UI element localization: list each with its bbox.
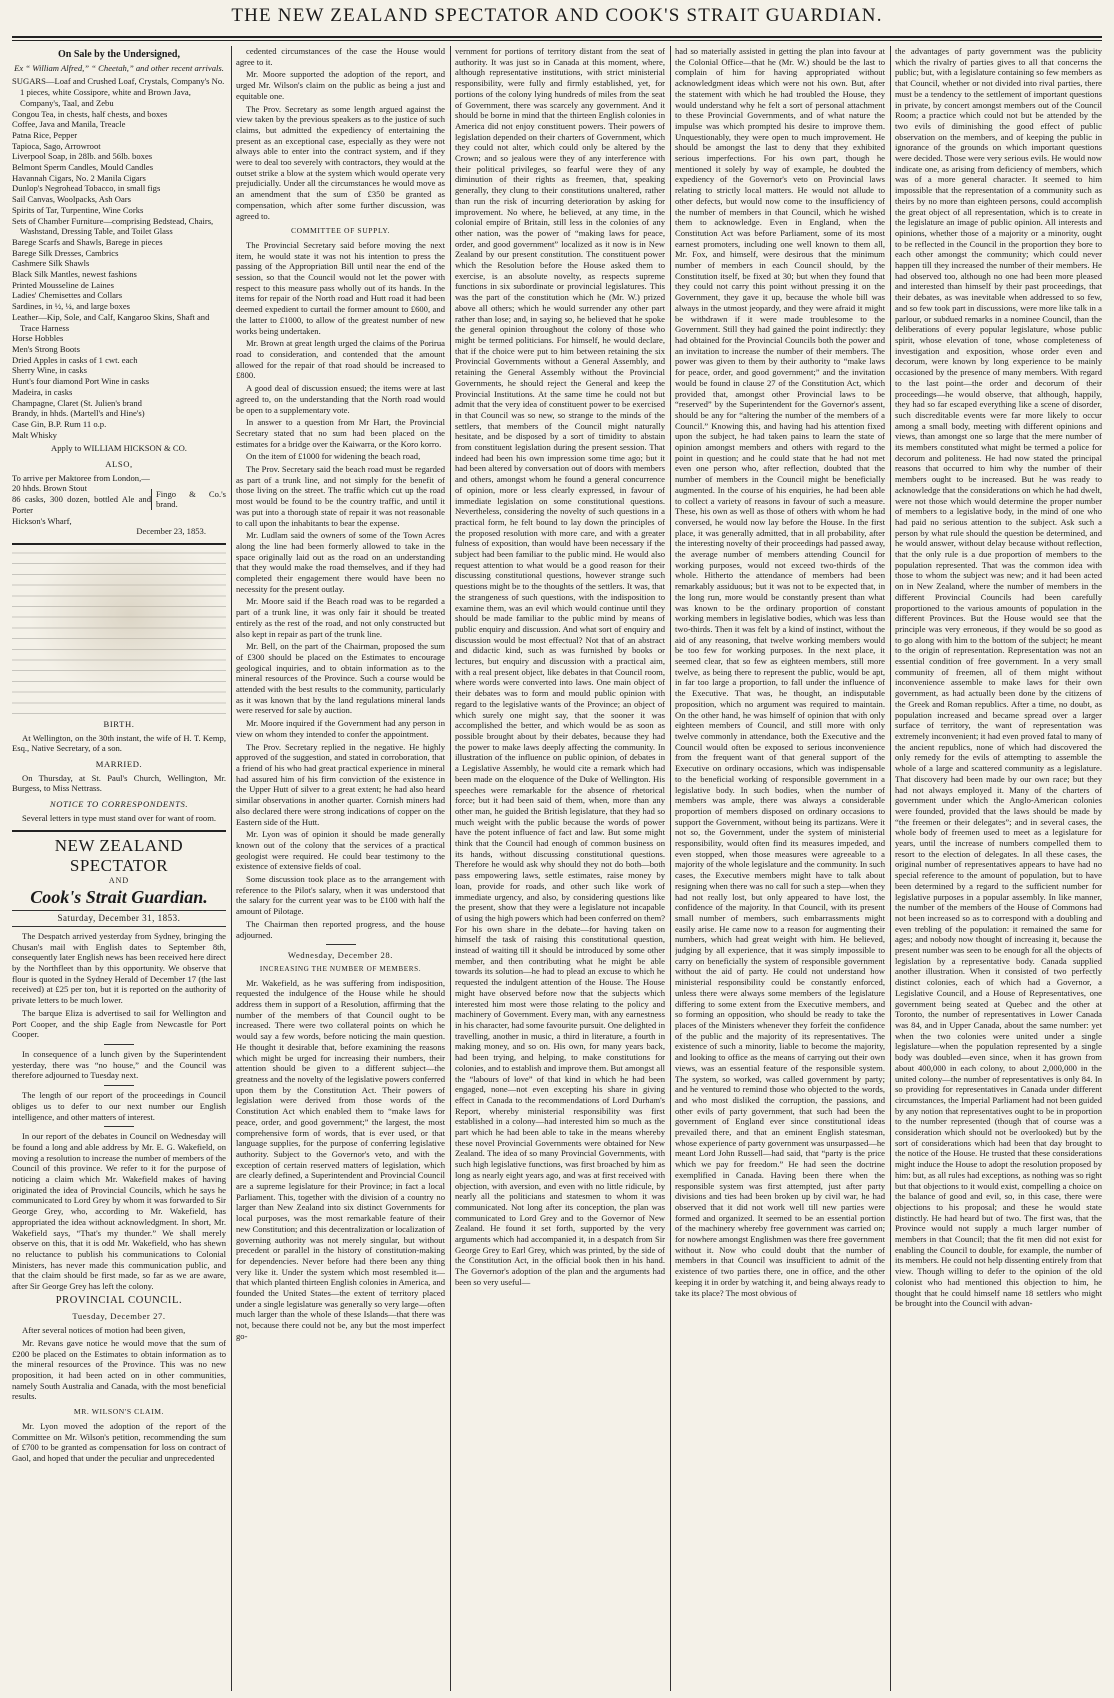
column-4: [675, 46, 885, 1691]
column-3: [455, 46, 665, 1691]
column-5: [895, 46, 1102, 1691]
council-paragraph: Mr. Moore said if the Beach road was to be regarded a part of a trunk line, it was only fair it should be treated entirely as the rest of the road, and not only constructed but also kept in repair as part of the trunk line.: [236, 596, 445, 639]
advertisement-item: Black Silk Mantles, newest fashions: [12, 269, 137, 280]
advertisement-item: Spirits of Tar, Turpentine, Wine Corks: [12, 204, 144, 215]
advertisement-item: Barege Scarfs and Shawls, Barege in pieces: [12, 236, 163, 247]
stained-print-area: [12, 549, 226, 714]
council-paragraph: The Prov. Secretary replied in the negative. He highly approved of the suggestion, and stated in corroboration, that a friend of his who had great practical experience in mineral had assured him of his firm conviction of the existence in the Upper Hutt of silver to a great extent; he had also heard similar observations in another quarter. Cornish miners had also declared there were strong indications of copper on the Eastern side of the Hutt.: [236, 741, 445, 827]
advertisement-item: Dried Apples in casks of 1 cwt. each: [12, 354, 138, 365]
wilson-heading: MR. WILSON'S CLAIM.: [73, 1407, 165, 1417]
advertisement-item: Tapioca, Sago, Arrowroot: [12, 140, 101, 151]
advertisement-item: Malt Whisky: [12, 429, 57, 440]
advertisement-item: Sail Canvas, Woolpacks, Ash Oars: [12, 194, 131, 205]
council-paragraph: A good deal of discussion ensued; the items were at last agreed to, on the understanding that the North road would be open to a supplementary vote.: [236, 383, 445, 415]
editorial-paragraph: In our report of the debates in Council on Wednesday will be found a long and able address by Mr. E. G. Wakefield, on moving a resolution to increase the number of members of the Council of this province. We refer to it for the purpose of noticing a claim which Mr. Wakefield makes of having originated the idea of Provincial Councils, which he says he communicated to Lord Grey by whom it was forwarded to Sir George Grey, who, according to Mr. Wakefield, has appropriated the idea without acknowledgment. In short, Mr. Wakefield says, “That's my thunder.” We shall merely observe on this, that it is odd Mr. Wakefield, who has shewn no reluctance to publish his communications to Colonial Ministers, has never made this communication public, and that the claim should be first made, so far as we are aware, after Sir George Grey has left the colony.: [12, 1131, 226, 1292]
council-paragraph: vernment for portions of territory distant from the seat of authority. It was just so in Canada at this moment, where, although representative institutions, with strict ministerial responsibility, were fully and firmly established, yet, for portions of the colony lying hundreds of miles from the seat of Government, there was scarcely any government. And it should be borne in mind that the thirteen English colonies in America did not enjoy constituent powers. Their powers of legislation depended on their charters of Government, which they could not alter, which could only be altered by the Crown; and so jealous were they of any interference with their political privileges, so fearful were they of any diminution of their rights as freemen, that, speaking generally, they clung to their constitutions unaltered, rather than run the risk of incurring deterioration by asking for improvement. No where, he believed, at any time, in the colonial empire of Britain, still less in the colonies of any other nation, was the power of “making laws for peace, order, and good government” localized as it now is in New Zealand by our present constitution. The constituent power which the Resolution before the House asked them to exercise, is an absolute novelty, as respects supreme functions in six subordinate or provincial legislatures. This was the part of the constitution which he (Mr. W.) prized above all others; which he would surrender any other part rather than lose; and, in saying so, he believed that he spoke the general opinion throughout the colony of those who might be termed politicians. For himself, he would declare, that if the choice were put to him between retaining the six Provincial Governments without a General Assembly, and retaining the General Assembly without the Provincial Governments, he should reject the General and keep the Provincial Institutions. At the same time he could not but admit that the very idea of constituent power to be exercised in that Council was so new, so strange to the minds of the settlers, that members of the Council might naturally hesitate, and be disposed by a sort of timidity to abstain from constituent legislation during the present session. That indeed had been his own impression some time ago; but it had been altered by conversation out of doors with members and others, amongst whom he found a general concurrence of opinion, more or less clearly expressed, in favour of immediate legislation on some constitutional questions. Nevertheless, considering the novelty of such questions in a practical form, he felt bound to lay down the principles of the proposed resolution with more care, and with a greater fulness of exposition, than would have been necessary if the subject had been familiar to the public mind. He would also request attention to what would be a good reason for their discussing constitutional questions, however strange such questions might be to the thoughts of the settlers. It was, that the strangeness of such questions, with the indisposition to examine them, was an evil which would continue until they should be made familiar to the public mind by means of public enquiry and discussion. And what sort of enquiry and discussion would be most effectual? Not that of an abstract and didactic kind, such as was furnished by books or lectures, but enquiry and discussion with a practical aim, with a real present object, like debates in that Council room, where words were converted into laws. One main object of their debates was to form and mould public opinion with regard to the legislative wants of the Province; an object of which surely one might say, that the sooner it was accomplished the better, and which would be as soon as possible brought about by their debates, because they had the power to make laws deeply affecting the community. In illustration of the influence on public opinion, of debates in a Legislative Assembly, he would cite a remark which had been made on the eloquence of the Duke of Wellington. His speeches were remarkable for the absence of rhetorical force; but it had been said of them, when, more than any other man, he guided the British legislature, that they had so much weight with the public because the words of power have the potent influence of fact and law. But some might think that the Council had enough of common business on its hands, without discussing constitutional questions. Therefore he would ask why should they not do both—both pass empowering laws, settle estimates, raise money by loan, provide for roads, and other such like work of immediate urgency, and also, by considering questions like the present, show that they were a legislature not incapable of using the high powers which had been conferred on them? For his own share in the debate—for having taken on himself the task of raising this constitutional question, instead of waiting till it should be introduced by some other member, and then contributing what he might be able towards its solution—he had to plead an excuse to which he requested the indulgent attention of the House. The House might have observed before now that the subjects which interested him most were those relating to the policy and machinery of Government. Every man, with any earnestness in his character, had some favourite pursuit. One delighted in travelling, another in music, a third in literature, a fourth in making money, and so on. His own, for many years back, had been trying, and helping, to make constitutions for colonies, and to establish and improve them. But amongst all the “labours of love” of that kind in which he had been engaged, none—not even excepting his share in giving effect in Canada to the recommendations of Lord Durham's Report, whereby ministerial responsibility was first established in a colony—had interested him so much as the part which he had been able to take in the means whereby these novel Provincial Governments were obtained for New Zealand. The idea of so many Provincial Governments, with such high legislative functions, was first broached by him as long as nearly eight years ago, and was at first received with objection, with aversion, and even with no little ridicule, by nearly all the politicians and statesmen to whom it was communicated. Not long after its conception, the plan was communicated to Lord Grey and to the Governor of New Zealand. He found it set forth, supported by the very arguments which had accompanied it, in a despatch from Sir George Grey to Earl Grey, which was printed, by the side of the Constitution Act, in the official book then in his hand. The Governor's adoption of the plan and the arguments had been so very useful—: [455, 46, 665, 1287]
advertisement-item: Belmont Sperm Candles, Mould Candles: [12, 162, 154, 173]
date-rule: [12, 926, 226, 927]
advertisement-item: Dunlop's Negrohead Tobacco, in small figs: [12, 183, 161, 194]
column-separator: [670, 46, 671, 1691]
advertisement-item: Brandy, in hhds. (Martell's and Hine's): [12, 408, 145, 419]
advertisement-apply: Apply to WILLIAM HICKSON & CO.: [51, 443, 187, 454]
column-separator: [890, 46, 891, 1691]
column-1: [12, 46, 226, 1691]
council-paragraph: In answer to a question from Mr Hart, the Provincial Secretary stated that no sum had been placed on the estimates for a bridge over the Kaiwarra, or the Koro korro.: [236, 417, 445, 449]
council-paragraph: The Prov. Secretary said the beach road must be regarded as part of a trunk line, and not simply for the benefit of those living on the street. The traffic which cut up the road most would be found to be the country traffic, and until it was put into a thorough state of repair it was not reasonable to call upon the inhabitants to bear the expense.: [236, 464, 445, 528]
council-paragraph: Mr. Revans gave notice he would move that the sum of £200 be placed on the Estimates to obtain information as to the mineral resources of the Province. This was no new proposition, it had been acted on in other communities, namely South Australia and Canada, with the most beneficial results.: [12, 1337, 226, 1402]
advertisement-brand: Fingo & Co.'s brand.: [151, 489, 226, 510]
advertisement-item: Men's Strong Boots: [12, 343, 80, 354]
council-paragraph: Mr. Moore supported the adoption of the report, and urged Mr. Wilson's claim on the public as being a just and equitable one.: [236, 69, 445, 101]
council-paragraph: On the item of £1000 for widening the beach road,: [246, 451, 421, 462]
wednesday-date: Wednesday, December 28.: [287, 950, 394, 961]
advertisement-item: Case Gin, B.P. Rum 11 o.p.: [12, 418, 107, 429]
page-masthead: THE NEW ZEALAND SPECTATOR AND COOK'S STRAIT GUARDIAN.: [231, 5, 883, 26]
notice-heading: NOTICE TO CORRESPONDENTS.: [49, 799, 189, 810]
advertisement-item: Madeira, in casks: [12, 386, 73, 397]
paragraph-rule: [104, 1126, 134, 1127]
council-paragraph: Mr. Ludlam said the owners of some of the Town Acres along the line had been formerly allowed to take in the space originally laid out as the road on an understanding that they would make the road themselves, and if they had completed their engagement there would have been no necessity for the present outlay.: [236, 530, 445, 594]
council-paragraph: cedented circumstances of the case the House would agree to it.: [236, 46, 445, 67]
paper-name: NEW ZEALAND SPECTATOR: [54, 835, 184, 875]
advertisement-arrive-item: 20 hhds. Brown Stout: [12, 483, 87, 494]
council-paragraph: Mr. Bell, on the part of the Chairman, proposed the sum of £300 should be placed on the Estimates to encourage geological inquiries, and to obtain information as to the mineral resources of the Province. Such a course would be attended with the best results to the community, particularly as it was known that by the land regulations mineral lands were reserved for sale by auction.: [236, 641, 445, 716]
advertisement-item: Coffee, Java and Manila, Treacle: [12, 119, 126, 130]
birth-notice: At Wellington, on the 30th instant, the wife of H. T. Kemp, Esq., Native Secretary, of a son.: [12, 732, 226, 754]
advertisement-arrive-item: 86 casks, 300 dozen, bottled Ale and Porter: [12, 494, 151, 515]
advertisement-item: Havannah Cigars, No. 2 Manila Cigars: [12, 172, 146, 183]
council-paragraph: the advantages of party government was the publicity which the rivalry of parties gives to all that concerns the public; but, with a legislature containing so few members as that Council, whether or not divided into rival parties, there must be a tendency to the settlement of important questions in private, by concert amongst members out of the Council Room; a practice which could not but be attended by the two evils of diminishing the good effect of public observation on the members, and of keeping the public in ignorance of the grounds on which important questions were decided. Those were very serious evils. He would now indicate one, as arising from deficiency of members, which was of a more general character. It seemed to him impossible that the representation of a community such as theirs by no more than eighteen persons, could accomplish the great object of all representation, which is to create in the legislature an image of public opinion. All interests and opinions, whether those of a majority or a minority, ought to be reflected in the Council in the proportion they bore to each other amongst the community; which could never happen till they increased the number of their members. He had observed too, although no one had been more pleased and interested than himself by their past proceedings, that their debates, as was inevitable when addressed to so few, and so few took part in discussions, were more like talk in a parlour, or subdued remarks in a nominee Council, than the deliberations of every popular legislature, whose public spirit, whose elevation of tone, whose completeness of investigation and exposition, whose order even and decorum, were known by long experience to be mainly occasioned by the presence of many members. With regard to the last point—the order and decorum of their proceedings—he would observe, that although, happily, they had so far escaped everything like a scene of disorder, such discreditable events were far more likely to occur among a small body, meeting with different opinions and views, than amongst one so large that the mere number of its members constituted what might be termed a police for decorum and politeness. He had now stated the principal reasons that occurred to him why the number of their members ought to be increased. But he was ready to acknowledge that the considerations on which he had dwelt, were not those which would determine the proper number of members to a legislative body, in the mind of one who had paid no serious attention to the subject. Ask such a person by what rule should the question be determined, and he would answer, without delay because without reflection, that the only rule is a due proportion of members to the population represented. That was the common idea with those to whom the subject was new; and it had been acted on in New Zealand, where the number of members in the different Provincial Councils had been carefully proportioned to the various amounts of population in the different Provinces. But the House would see that the principle was very erroneous, if they would be so good as to go along with him to the bottom of the subject; he meant to the origin of representation. Representation was not an essential condition of free government. In a very small community of freemen, all of them might without inconvenience assemble to make laws for their own government, as had actually been done by the citizens of the Greek and Roman republics. After a time, no doubt, as population increased and became spread over a larger surface of territory, the want of representation was extremely inconvenient; it had even proved fatal to many of the ancient republics, none of which had discovered the only remedy for the evils of attempting to assemble the whole of a large and scattered community as a legislature. That discovery had been made by our own race; but they had not always employed it. Many of the charters of government under which the Anglo-American colonies were founded, provided that the laws should be made by “the freemen or their delegates”; and in several cases, the whole body of freemen used to meet as a legislature for years, until the increase of numbers compelled them to resort to the election of delegates. In all these cases, the original number of representatives appears to have had no special reference to the amount of population, but to have been determined by a regard to the sufficient number for legislative purposes in a popular assembly. In like manner, the number of the members of the House of Commons had not been increased so as to correspond with a doubling and even trebling of the population: it remained the same for ages; and nobody now thought of increasing it, because the present number was seen to be enough for all the objects of legislation by a representative body. Canada supplied another illustration. When it consisted of two perfectly distinct colonies, each of which had a Governor, a Legislative Council, and a House of Representatives, one government being seated at Quebec and the other at Toronto, the number of representatives in Lower Canada was 84, and in Upper Canada, about the same number: yet when the two colonies were united under a single legislature—when the population represented by a single body was doubled—even since, when it has grown from about 400,000 in each colony, to about 2,000,000 in the united colony—the number of representatives is only 84. In so providing for representatives in Canada under different circumstances, the Imperial Parliament had not been guided by any notion that representatives ought to be in proportion to the number represented (though that of course was a consideration which should not be overlooked) but by the sort of considerations which had been that day brought to the notice of the House. He trusted that these considerations might induce the House to adopt the resolution proposed by him: but, as all rules had exceptions, as nothing was so right but that objections to it would exist, compelling a choice on the balance of good and evil, so, in this case, there were objections to his proposal; and these he would state distinctly. He had heard but of two. The first was, that the Province would not supply a much larger number of members in that Council; that the fit men did not exist for enabling the Council to double, for example, the number of its members. He could not help dissenting entirely from that view. Though willing to defer to the opinion of the old colonist who had mentioned this objection to him, he thought that he could himself name 18 settlers who might be brought into the Council with advan-: [895, 46, 1102, 1309]
council-paragraph: Some discussion took place as to the arrangement with reference to the Pilot's salary, when it was understood that the salary for the current year was to be £100 with half the amount of Pilotage.: [236, 874, 445, 917]
editorial-paragraph: The Despatch arrived yesterday from Sydney, bringing the Chusan's mail with English dates to September 8th, consequently later English news has been received here direct by the Northfleet than by this opportunity. We observe that flour is quoted in the Sydney Herald of December 17 (the last received) at £25 per ton, but it is reported on the authority of private letters to be much lower.: [12, 930, 226, 1006]
council-paragraph: had so materially assisted in getting the plan into favour at the Colonial Office—that he (Mr. W.) should be the last to complain of him for having appropriated without acknowledgment ideas which were not his own. But, after the statement with which he had troubled the House, they would understand why he felt a sort of personal attachment to these Provincial Governments, and of what nature the impulse was which prompted his desire to improve them. Unquestionably, they were open to much improvement. He should be amongst the last to deny that they exhibited serious imperfections. For his own part, though he mentioned it solely by way of example, he doubted the expediency of the Governor's veto on Provincial laws relating to strictly local matters. He would not allude to other defects, but would now come to the insufficiency of the number of members in that Council, which he wished them to acknowledge. Even in England, when the Constitution Act was before Parliament, some of its most earnest promoters, including one well known to them all, Mr. Fox, and himself, were desirous that the minimum number of members in each Council should, by the Constitution itself, be fixed at 30; but when they found that they could not carry this point without pressing it on the Government, they gave it up, because the whole bill was always in the utmost jeopardy, and they were afraid it might be withdrawn if it were made troublesome to the Government. Still they had gained the point indirectly: they had obtained for the Provincial Councils both the power and an invitation to increase the number of their members. The power was given to them by their authority to “make laws for peace, order, and good government;” and the invitation would be found in clause 27 of the Constitution Act, which provided that, amongst other Provincial laws to be “reserved” by the Superintendent for the Governor's assent, should be any for “altering the number of the members of a Council.” Knowing this, and having had his attention fixed upon the subject, he had taken pains to learn the state of opinion amongst members and others with regard to the point in question; and he could state that he had not met even one person who, after reflection, doubted that the number of members in the Council might be beneficially augmented. In the course of his enquiries, he had been able to collect a variety of reasons in favour of such a measure. These, his own as well as those of others with whom he had conversed, he would now lay before the House. In the first place, it was generally admitted, that in all probability, after the interesting novelty of their proceedings had passed away, the average number of members attending Council for working purposes, would not exceed two-thirds of the whole. Hitherto the attendance of members had been remarkably assiduous; but it was not to be expected that, in the long run, more would be constantly present than what was known to be the ordinary proportion of constant working members in legislative bodies, which was less than two-thirds. Then it was felt by a kind of instinct, without the aid of any reasoning, that twelve working members would be too few for working purposes. In the next place, it seemed clear, that so few as eighteen members, still more twelve, as being there to represent the public, would be apt, in far too large a proportion, to fall under the influence of the Executive. That was, he thought, an indisputable proposition, which no argument was required to maintain. On the other hand, he was himself of opinion that with only eighteen members of Council, and still more with only twelve commonly in attendance, both the Executive and the Council would often be exposed to serious inconvenience from the frequent want of that general support of the Executive on ordinary occasions, which was indispensable to the beneficial working of responsible government in a legislative body. In such bodies, when the number of members was ample, there was always a considerable proportion of members disposed on ordinary occasions to support the Government, without being its partizans. Were it not so, the Government, under the system of ministerial responsibility, would often find its measures impeded, and even stopped, when those measures were agreeable to a majority of the whole legislature and the community. In such cases, the Executive members might have to talk about resigning when there was no call for such a step—when they had not really lost, but only appeared to have lost, the confidence of the majority. In that Council, with its present small number of members, such embarrassments might easily arise. He came now to a reason for augmenting their numbers, which had great weight with him. He believed, judging by all experience, that it was simply impossible to carry on beneficially the system of responsible government without the aid of party. He could not understand how ministerial responsibility could be constantly enforced, unless there were always some members of the legislature differing to some extent from the Executive members, and so forming an opposition, who should be ready to take the places of the Ministers whenever they forfeit the confidence of the public and the majority of its representatives. The existence of such a minority, liable to become the majority, and looking to office as the means of carrying out their own views, was an essential feature of the responsible system. The system, so worked, was called government by party; and he ventured to remind those who objected to the words, and who most disliked the corruption, the passions, and other evils of party government, that such had been the government of England ever since constitutional ideas prevailed there, and that an eminent English statesman, whose experience of party government was unsurpassed—he meant Lord John Russell—had said, that “party is the price which we pay for freedom.” He had seen the doctrine exemplified in Canada. Having been there when the responsible system was first attempted, just after party divisions and ties had been broken up by civil war, he had observed that it did not work well till new parties were formed and organized. It seemed to be an essential portion of the machinery whereby free government was carried on; for nowhere amongst Englishmen was there free government without it. Now who could doubt that the number of members in that Council was insufficient to admit of the existence of two parties there, one in office, and the other keeping it in order by watching it, and being always ready to take its place? The most obvious of: [675, 46, 885, 1298]
advertisement-item: Sardines, in ½, ¼, and large boxes: [12, 301, 130, 312]
council-paragraph: Mr. Lyon moved the adoption of the report of the Committee on Mr. Wilson's petition, recommending the sum of £700 to be granted as compensation for loss on contract of Gaol, and hoped that under the peculiar and unprecedented: [12, 1420, 226, 1463]
council-paragraph: Mr. Moore inquired if the Government had any person in view on whom they intended to confer the appointment.: [236, 718, 445, 739]
advertisement-item: Horse Hobbles: [12, 333, 64, 344]
advertisement-item: Sets of Chamber Furniture—comprising Bedstead, Chairs, Washstand, Dressing Table, and Toilet Glass: [12, 215, 214, 237]
advertisement-item: Printed Mousseline de Laines: [12, 279, 114, 290]
advertisement-list: [12, 76, 226, 440]
advertisement-place: Hickson's Wharf,: [12, 515, 72, 526]
section-rule: [12, 830, 226, 832]
council-paragraph: After several notices of motion had been given,: [22, 1325, 186, 1336]
section-rule: [12, 543, 226, 545]
advertisement-item: Patna Rice, Pepper: [12, 129, 78, 140]
advertisement-subheading: Ex “ William Alfred,” “ Cheetah,” and other recent arrivals.: [14, 62, 224, 73]
advertisement-arrive: To arrive per Maktoree from London,—: [12, 472, 150, 483]
advertisement-item: Congou Tea, in chests, half chests, and boxes: [12, 108, 168, 119]
advertisement-item: Champagne, Claret (St. Julien's brand: [12, 397, 142, 408]
paper-date: Saturday, December 31, 1853.: [57, 913, 181, 924]
council-date: Tuesday, December 27.: [72, 1311, 166, 1322]
notice-text: Several letters in type must stand over for want of room.: [22, 812, 217, 823]
council-paragraph: The Prov. Secretary as some length argued against the view taken by the previous speakers as to the justice of such claims, but admitted the expediency of entertaining the present as an exceptional case, especially as they were not always able to enter into the contract system, and if they were to deal too severely with contractors, they would at the outset strike a blow at the system which would operate very prejudicially. Under all the circumstances he would move as an amendment that the sum of £350 be granted as compensation, which after some further discussion, was agreed to.: [236, 103, 445, 221]
advertisement-heading: On Sale by the Undersigned,: [58, 49, 180, 60]
editorial-paragraph: In consequence of a lunch given by the Superintendent yesterday, there was “no house,” and the Council was therefore adjourned to Tuesday next.: [12, 1049, 226, 1081]
advertisement-item: Hunt's four diamond Port Wine in casks: [12, 376, 150, 387]
column-separator: [450, 46, 451, 1691]
advertisement-item: Cashmere Silk Shawls: [12, 258, 90, 269]
advertisement-item: Sherry Wine, in casks: [12, 365, 87, 376]
council-paragraph: Mr. Wakefield, as he was suffering from indisposition, requested the indulgence of the House while he should address them in support of a Resolution, affirming that the number of the members of that Council ought to be increased. There were two collateral points on which he would say a few words, before noticing the main question. He thought it desirable that, before examining the reasons which might be urged for increasing their numbers, their attention should be given to a different subject—the greatness and the novelty of the legislative powers conferred upon them by the Constitution Act. Their powers of legislation were derived from those words of the Constitution Act which enabled them to “make laws for peace, order, and good government;” the largest, the most comprehensive form of words, that is ever used, or that language supplies, for the purpose of conferring legislative authority. Subject to the Governor's veto, and with the exception of certain reserved matters of legislation, which are clearly defined, a Superintendent and Provincial Council are a supreme legislature for their Province; in fact a local Parliament. This, together with the division of a country no larger than New Zealand into six distinct Governments for local purposes, was the most remarkable feature of their new Constitution; and this decentralization or localization of governing authority was not merely singular, but without precedent or parallel in the history of constitution-making for dependencies. Never before had there been any thing very like it. Under the system which most resembled it—that which planted thirteen English colonies in America, and founded the United States—the extent of territory placed under a single legislature was generally so very large—often much larger than the whole of these Islands—that there was not, because there could not be, any but the most imperfect go-: [236, 977, 445, 1341]
advertisement-item: Leather—Kip, Sole, and Calf, Kangaroo Skins, Shaft and Trace Harness: [12, 311, 210, 333]
paragraph-rule: [104, 1085, 134, 1086]
council-paragraph: Mr. Brown at great length urged the claims of the Porirua road to consideration, and contended that the amount allowed for the repair of that road should be increased to £800.: [236, 338, 445, 381]
paragraph-rule: [326, 944, 356, 945]
masthead-rule: [12, 36, 1102, 38]
paragraph-rule: [104, 1044, 134, 1045]
council-paragraph: The Provincial Secretary said before moving the next item, he would state it was not his intention to press the passing of the Appropriation Bill until near the end of the session, so that the Council would not let the power with respect to this measure pass wholly out of its hands. In the items for repair of the North road and Hutt road it had been deemed expedient to curtail the former amount to £600, and the latter to £1000, to allow of the greatest number of new works being undertaken.: [236, 239, 445, 336]
column-separator: [231, 46, 232, 1691]
paper-and: AND: [108, 875, 130, 885]
masthead-rule-thin: [12, 40, 1102, 41]
paper-guardian: Cook's Strait Guardian.: [30, 887, 208, 908]
advertisement-item: Liverpool Soap, in 28lb. and 56lb. boxes: [12, 151, 153, 162]
advertisement-item: Ladies' Chemisettes and Collars: [12, 290, 123, 301]
advertisement-arrive-block: [12, 483, 226, 515]
column-2: [236, 46, 445, 1691]
council-paragraph: Mr. Lyon was of opinion it should be made generally known out of the colony that the services of a practical geologist were required. He could bear testimony to the existence of extensive fields of coal.: [236, 829, 445, 872]
council-heading: PROVINCIAL COUNCIL.: [55, 1294, 183, 1306]
advertisement-item: SUGARS—Loaf and Crushed Loaf, Crystals, Company's No. 1 pieces, white Cossipore, white and Brown Java, Company's, Taal, and Zebu: [12, 76, 225, 108]
birth-heading: BIRTH.: [103, 718, 135, 729]
wednesday-subheading: INCREASING THE NUMBER OF MEMBERS.: [259, 964, 422, 973]
advertisement-item: Barege Silk Dresses, Cambrics: [12, 247, 119, 258]
council-paragraph: The Chairman then reported progress, and the house adjourned.: [236, 918, 445, 940]
married-heading: MARRIED.: [95, 759, 143, 770]
married-notice: On Thursday, at St. Paul's Church, Wellington, Mr. Burgess, to Miss Nettrass.: [12, 772, 226, 794]
editorial-paragraph: The length of our report of the proceedings in Council obliges us to defer to our next number our English intelligence, and other matters of interest.: [12, 1090, 226, 1122]
editorial-paragraph: The barque Eliza is advertised to sail for Wellington and Port Cooper, and the ship Eagle from Newcastle for Port Cooper.: [12, 1007, 226, 1040]
date-rule: [12, 910, 226, 911]
advertisement-date: December 23, 1853.: [136, 526, 206, 537]
committee-heading: COMMITTEE OF SUPPLY.: [290, 226, 391, 236]
advertisement-also: ALSO,: [105, 459, 133, 470]
